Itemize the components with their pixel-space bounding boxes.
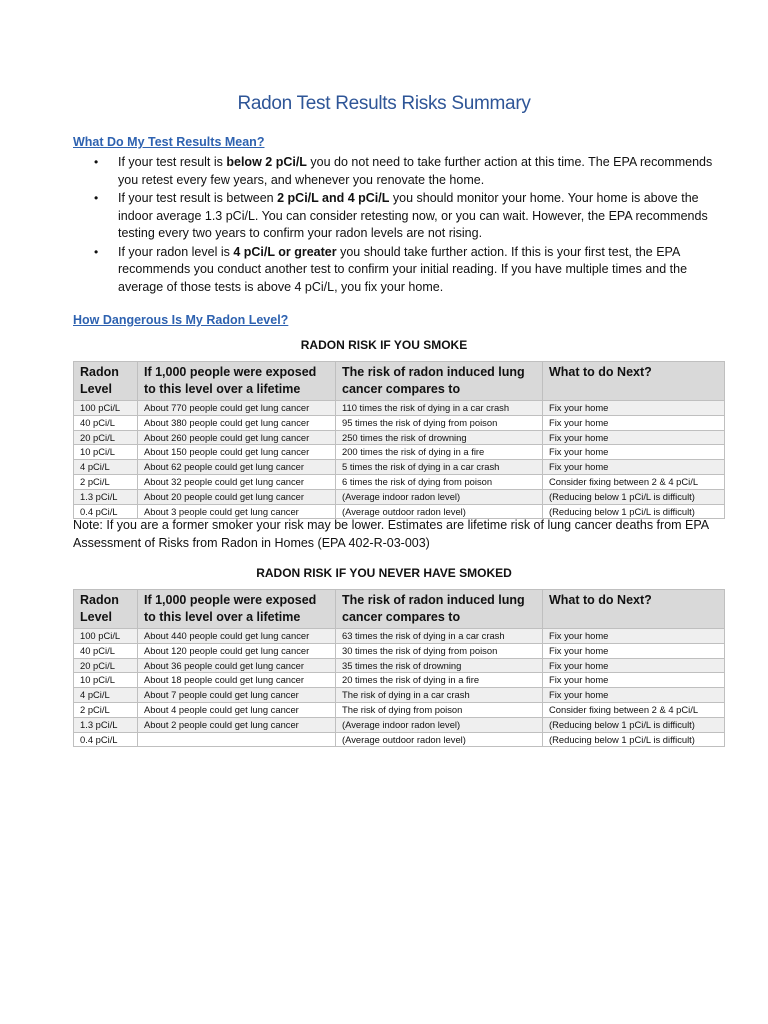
cell-risk-comparison: (Average indoor radon level): [336, 489, 543, 504]
page-title: Radon Test Results Risks Summary: [237, 93, 531, 114]
cell-radon-level: 4 pCi/L: [74, 460, 138, 475]
smoke-risk-table: [73, 361, 725, 519]
cell-exposure: About 770 people could get lung cancer: [138, 401, 336, 416]
table-row: [74, 460, 725, 475]
cell-radon-level: 1.3 pCi/L: [74, 717, 138, 732]
nonsmoke-risk-table: [73, 589, 725, 747]
smoke-table-title: RADON RISK IF YOU SMOKE: [300, 338, 468, 352]
nonsmoke-table-title: RADON RISK IF YOU NEVER HAVE SMOKED: [256, 566, 512, 580]
cell-radon-level: 40 pCi/L: [74, 415, 138, 430]
header-risk-comparison: The risk of radon induced lung cancer compares to: [336, 590, 543, 629]
bullet-dot-icon: •: [94, 191, 99, 205]
cell-next-step: Fix your home: [543, 401, 725, 416]
cell-risk-comparison: (Average outdoor radon level): [336, 732, 543, 747]
cell-risk-comparison: 20 times the risk of dying in a fire: [336, 673, 543, 688]
table-row: [74, 415, 725, 430]
cell-next-step: Fix your home: [543, 445, 725, 460]
table-row: [74, 489, 725, 504]
cell-radon-level: 20 pCi/L: [74, 430, 138, 445]
cell-radon-level: 100 pCi/L: [74, 629, 138, 644]
table-header-row: [74, 590, 725, 629]
cell-risk-comparison: The risk of dying in a car crash: [336, 688, 543, 703]
cell-exposure: About 260 people could get lung cancer: [138, 430, 336, 445]
cell-next-step: Consider fixing between 2 & 4 pCi/L: [543, 702, 725, 717]
cell-radon-level: 10 pCi/L: [74, 673, 138, 688]
bullet-dot-icon: •: [94, 244, 99, 259]
cell-risk-comparison: 63 times the risk of dying in a car crash: [336, 629, 543, 644]
cell-radon-level: 100 pCi/L: [74, 401, 138, 416]
cell-exposure: About 4 people could get lung cancer: [138, 702, 336, 717]
table-row: [74, 430, 725, 445]
cell-exposure: About 380 people could get lung cancer: [138, 415, 336, 430]
cell-next-step: (Reducing below 1 pCi/L is difficult): [543, 717, 725, 732]
cell-risk-comparison: 30 times the risk of dying from poison: [336, 643, 543, 658]
table-row: [74, 702, 725, 717]
cell-next-step: Fix your home: [543, 415, 725, 430]
cell-next-step: (Reducing below 1 pCi/L is difficult): [543, 504, 725, 519]
nonsmoke-table-body: [74, 629, 725, 747]
table-row: [74, 658, 725, 673]
bullet-between-2-4: • If your test result is between 2 pCi/L and 4 pCi/L you should monitor your home. Your home is above the indoor average 1.3 pCi/L. You can consider retesting now, or you can wait. However, the EPA recommends testing every two years to confirm your radon levels are not rising.: [94, 191, 708, 240]
cell-next-step: Fix your home: [543, 430, 725, 445]
smoke-table-body: [74, 401, 725, 519]
cell-exposure: About 120 people could get lung cancer: [138, 643, 336, 658]
cell-exposure: About 2 people could get lung cancer: [138, 717, 336, 732]
cell-radon-level: 4 pCi/L: [74, 688, 138, 703]
cell-radon-level: 10 pCi/L: [74, 445, 138, 460]
cell-exposure: About 150 people could get lung cancer: [138, 445, 336, 460]
header-radon-level: Radon Level: [74, 590, 138, 629]
cell-next-step: Fix your home: [543, 658, 725, 673]
header-next-step: What to do Next?: [543, 590, 725, 629]
cell-next-step: (Reducing below 1 pCi/L is difficult): [543, 732, 725, 747]
bullet-4-or-greater: • If your radon level is 4 pCi/L or greater you should take further action. If this is your first test, the EPA recommends you conduct another test to confirm your initial reading. If you have multiple times and the average of those tests is above 4 pCi/L, you fix your home.: [94, 244, 688, 294]
table-row: [74, 401, 725, 416]
table-row: [74, 474, 725, 489]
cell-risk-comparison: 200 times the risk of dying in a fire: [336, 445, 543, 460]
bullet-below-2: • If your test result is below 2 pCi/L you do not need to take further action at this time. The EPA recommends you retest every few years, and whenever you renovate the home.: [94, 155, 713, 187]
cell-exposure: About 36 people could get lung cancer: [138, 658, 336, 673]
cell-radon-level: 1.3 pCi/L: [74, 489, 138, 504]
cell-exposure: [138, 732, 336, 747]
cell-exposure: About 440 people could get lung cancer: [138, 629, 336, 644]
table-row: [74, 445, 725, 460]
former-smoker-note: Note: If you are a former smoker your risk may be lower. Estimates are lifetime risk of lung cancer deaths from EPA Assessment of Risks from Radon in Homes (EPA 402-R-03-003): [73, 518, 709, 550]
table-row: [74, 688, 725, 703]
bullet-dot-icon: •: [94, 155, 99, 169]
cell-exposure: About 62 people could get lung cancer: [138, 460, 336, 475]
cell-next-step: Fix your home: [543, 688, 725, 703]
header-next-step: What to do Next?: [543, 362, 725, 401]
cell-risk-comparison: 5 times the risk of dying in a car crash: [336, 460, 543, 475]
cell-risk-comparison: 6 times the risk of dying from poison: [336, 474, 543, 489]
cell-radon-level: 40 pCi/L: [74, 643, 138, 658]
cell-radon-level: 20 pCi/L: [74, 658, 138, 673]
cell-next-step: Fix your home: [543, 643, 725, 658]
table-row: [74, 629, 725, 644]
header-radon-level: Radon Level: [74, 362, 138, 401]
results-bullet-list: [73, 154, 725, 297]
cell-risk-comparison: 110 times the risk of dying in a car crash: [336, 401, 543, 416]
table-header-row: [74, 362, 725, 401]
radon-danger-heading[interactable]: How Dangerous Is My Radon Level?: [73, 313, 289, 327]
cell-risk-comparison: The risk of dying from poison: [336, 702, 543, 717]
cell-radon-level: 2 pCi/L: [74, 474, 138, 489]
table-row: [74, 732, 725, 747]
cell-next-step: (Reducing below 1 pCi/L is difficult): [543, 489, 725, 504]
cell-next-step: Fix your home: [543, 629, 725, 644]
cell-risk-comparison: (Average outdoor radon level): [336, 504, 543, 519]
cell-exposure: About 20 people could get lung cancer: [138, 489, 336, 504]
table-row: [74, 673, 725, 688]
cell-next-step: Fix your home: [543, 460, 725, 475]
cell-exposure: About 7 people could get lung cancer: [138, 688, 336, 703]
cell-exposure: About 18 people could get lung cancer: [138, 673, 336, 688]
table-row: [74, 717, 725, 732]
header-risk-comparison: The risk of radon induced lung cancer compares to: [336, 362, 543, 401]
cell-radon-level: 0.4 pCi/L: [74, 504, 138, 519]
table-row: [74, 643, 725, 658]
cell-risk-comparison: 35 times the risk of drowning: [336, 658, 543, 673]
cell-risk-comparison: 95 times the risk of dying from poison: [336, 415, 543, 430]
cell-risk-comparison: 250 times the risk of drowning: [336, 430, 543, 445]
cell-radon-level: 2 pCi/L: [74, 702, 138, 717]
cell-exposure: About 32 people could get lung cancer: [138, 474, 336, 489]
cell-risk-comparison: (Average indoor radon level): [336, 717, 543, 732]
cell-next-step: Consider fixing between 2 & 4 pCi/L: [543, 474, 725, 489]
results-meaning-heading[interactable]: What Do My Test Results Mean?: [73, 135, 265, 149]
header-exposure: If 1,000 people were exposed to this level over a lifetime: [138, 362, 336, 401]
cell-exposure: About 3 people could get lung cancer: [138, 504, 336, 519]
header-exposure: If 1,000 people were exposed to this level over a lifetime: [138, 590, 336, 629]
cell-radon-level: 0.4 pCi/L: [74, 732, 138, 747]
cell-next-step: Fix your home: [543, 673, 725, 688]
